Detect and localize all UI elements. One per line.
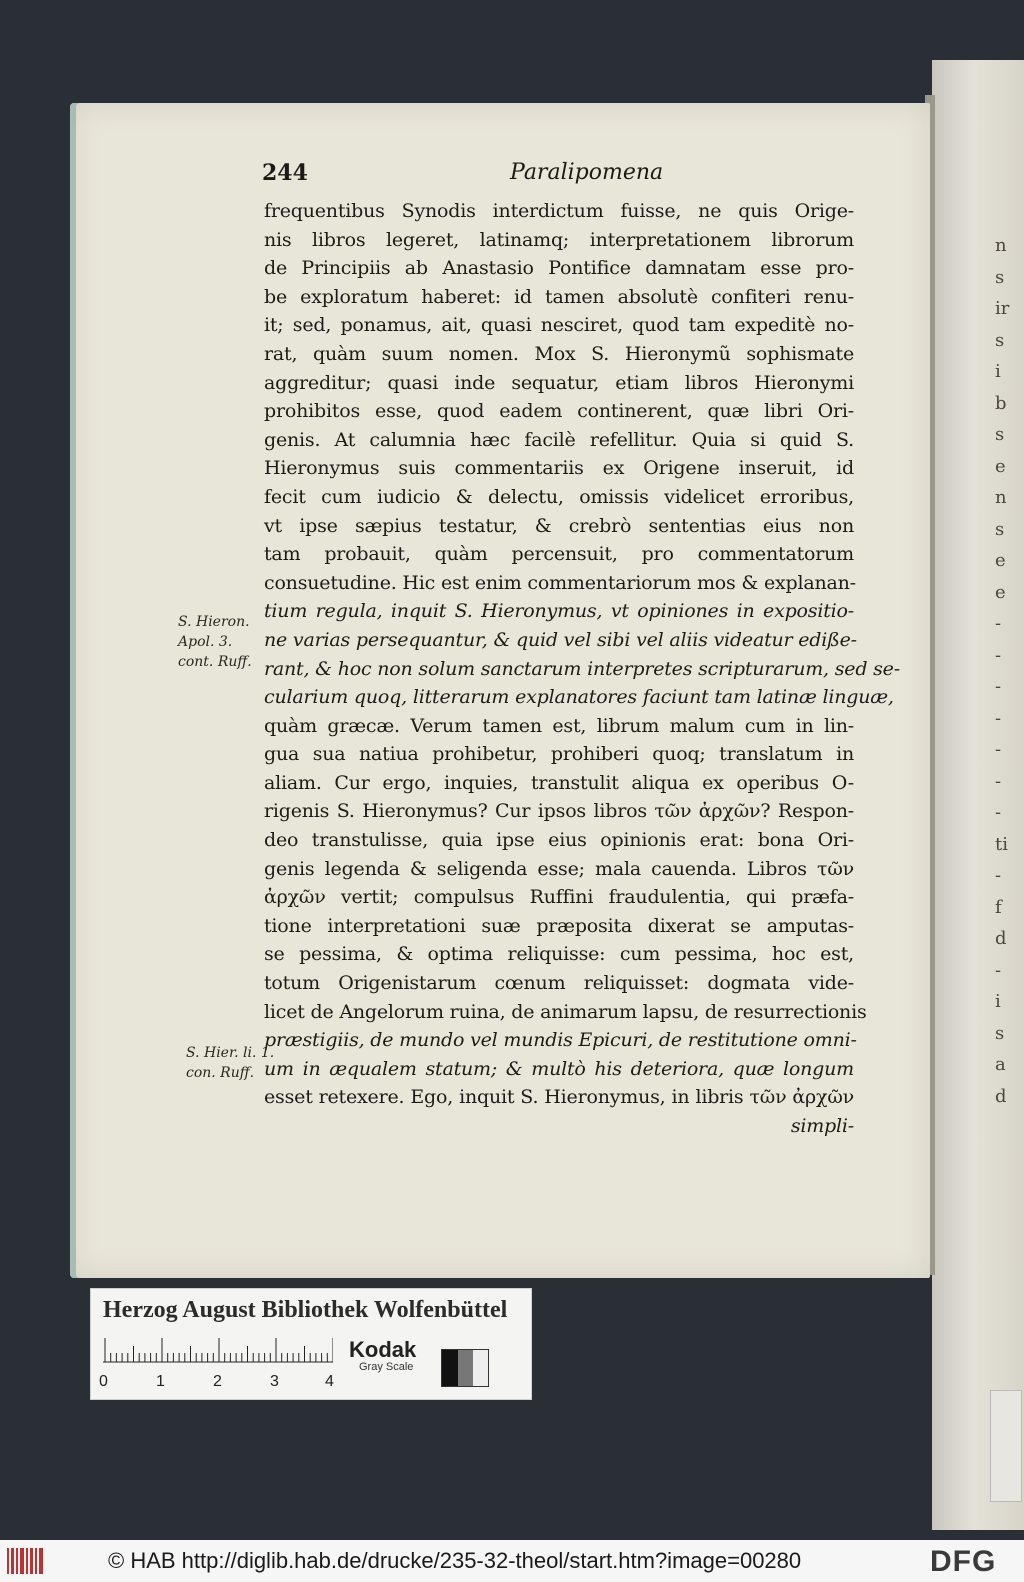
adjacent-page-letter: n <box>995 487 1007 508</box>
running-head: Paralipomena <box>510 160 664 185</box>
adjacent-page-letter: f <box>995 896 1002 918</box>
text-line: licet de Angelorum ruina, de animarum lapsu, de resurrectionis <box>264 1000 867 1023</box>
library-label <box>90 1288 532 1400</box>
page-header <box>262 160 852 190</box>
text-line: consuetudine. Hic est enim commentariorum mos & explanan- <box>264 571 856 594</box>
text-line: de Principiis ab Anastasio Pontifice damnatam esse pro- <box>264 257 854 280</box>
text-line: Hieronymus suis commentariis ex Origene inseruit, id <box>264 457 854 480</box>
adjacent-page-letter: ir <box>995 298 1010 319</box>
text-line: fecit cum iudicio & delectu, omissis videlicet erroribus, <box>264 485 854 508</box>
adjacent-page-letter: - <box>995 770 1002 792</box>
text-line: se pessima, & optima reliquisse: cum pessima, hoc est, <box>264 943 854 966</box>
page-body <box>264 197 900 1141</box>
adjacent-page-letter: - <box>995 676 1002 697</box>
adjacent-page-letter: s <box>995 329 1005 351</box>
adjacent-page-letter: a <box>995 1054 1006 1075</box>
text-line: simpli- <box>790 1115 854 1137</box>
margin-note-2: S. Hier. li. 1. con. Ruff. <box>186 1045 275 1081</box>
text-line: it; sed, ponamus, ait, quasi nesciret, quod tam expeditè no- <box>264 314 854 337</box>
ruler-digit: 0 <box>99 1373 108 1390</box>
margin-note-1: S. Hieron. Apol. 3. cont. Ruff. <box>178 614 252 670</box>
adjacent-tag <box>990 1390 1022 1502</box>
adjacent-page-letter: d <box>995 1085 1007 1107</box>
adjacent-page-letter: s <box>995 266 1005 288</box>
adjacent-page-letter: e <box>995 581 1006 603</box>
adjacent-page-letter: i <box>995 991 1001 1012</box>
text-line: totum Origenistarum cœnum reliquisset: dogmata vide- <box>264 972 854 995</box>
ruler-digit: 2 <box>213 1373 222 1390</box>
adjacent-page-letter: - <box>995 613 1002 634</box>
adjacent-page-letter: b <box>995 392 1007 414</box>
text-line: be exploratum haberet: id tamen absolutè confiteri renu- <box>264 285 854 308</box>
gray-scale-icon <box>441 1349 489 1387</box>
text-line: rant, & hoc non solum sanctarum interpretes scripturarum, sed se- <box>264 657 900 680</box>
scale-ruler-icon <box>103 1337 333 1363</box>
ruler-digit: 3 <box>270 1373 279 1390</box>
adjacent-page-letter: - <box>995 644 1002 666</box>
text-line: tione interpretationi suæ præposita dixerat se amputas- <box>264 914 854 937</box>
text-line: esset retexere. Ego, inquit S. Hieronymus, in libris τῶν ἀρχῶν <box>264 1086 854 1109</box>
text-line: aggreditur; quasi inde sequatur, etiam libros Hieronymi <box>264 371 854 394</box>
page-number: 244 <box>262 160 308 186</box>
hab-barcode-icon <box>6 1546 46 1576</box>
adjacent-page-letter: - <box>995 802 1002 823</box>
text-line: vt ipse sæpius testatur, & crebrò sententias eius non <box>264 514 854 537</box>
kodak-subtitle: Gray Scale <box>359 1361 414 1373</box>
text-line: aliam. Cur ergo, inquies, transtulit aliqua ex operibus O- <box>264 771 854 794</box>
text-line: quàm græcæ. Verum tamen est, librum malum cum in lin- <box>264 714 854 737</box>
text-line: rat, quàm suum nomen. Mox S. Hieronymũ sophismate <box>264 342 854 365</box>
adjacent-page-letter: s <box>995 1022 1005 1044</box>
text-line: nis libros legeret, latinamq; interpretationem librorum <box>264 228 854 251</box>
adjacent-page-letter: - <box>995 865 1002 886</box>
text-line: prohibitos esse, quod eadem continerent, quæ libri Ori- <box>264 400 854 423</box>
text-line: genis legenda & seligenda esse; mala cauenda. Libros τῶν <box>264 857 854 880</box>
kodak-logo: Kodak <box>349 1337 417 1362</box>
adjacent-page-text <box>995 230 1024 1112</box>
text-line: frequentibus Synodis interdictum fuisse, ne quis Orige- <box>264 200 854 222</box>
adjacent-page-letter: d <box>995 928 1007 949</box>
text-line: tam probauit, quàm percensuit, pro commentatorum <box>264 543 854 566</box>
adjacent-page-letter: - <box>995 959 1002 981</box>
text-line: cularium quoq, litterarum explanatores faciunt tam latinæ linguæ, <box>264 686 894 709</box>
adjacent-page-letter: e <box>995 455 1006 477</box>
text-line: tium regula, inquit S. Hieronymus, vt opiniones in expositio- <box>264 600 854 623</box>
adjacent-page-letter: s <box>995 518 1005 540</box>
text-line: deo transtulisse, quia ipse eius opinionis erat: bona Ori- <box>264 829 854 852</box>
text-line: genis. At calumnia hæc facilè refellitur. Quia si quid S. <box>264 428 854 451</box>
text-line: ἀρχῶν vertit; compulsus Ruffini fraudulentia, qui præfa- <box>264 886 854 909</box>
ruler-digit: 4 <box>325 1373 334 1390</box>
ruler-digit: 1 <box>156 1373 165 1390</box>
text-line: um in æqualem statum; & multò his deteriora, quæ longum <box>264 1057 854 1080</box>
text-line: ne varias persequantur, & quid vel sibi vel aliis videatur ediße- <box>264 628 857 651</box>
adjacent-page-letter: e <box>995 550 1006 571</box>
text-line: gua sua natiua prohibetur, prohiberi quoq; translatum in <box>264 743 854 766</box>
adjacent-page-letter: s <box>995 424 1005 445</box>
adjacent-page-letter: - <box>995 707 1002 729</box>
dfg-logo: DFG <box>930 1545 997 1578</box>
text-line: rigenis S. Hieronymus? Cur ipsos libros τῶν ἀρχῶν? Respon- <box>264 800 854 823</box>
adjacent-page-letter: - <box>995 739 1002 760</box>
text-line: præstigiis, de mundo vel mundis Epicuri, de restitutione omni- <box>264 1029 857 1052</box>
footer-bar <box>0 1540 1024 1582</box>
footer-credit: © HAB http://diglib.hab.de/drucke/235-32-theol/start.htm?image=00280 <box>108 1548 802 1573</box>
library-name: Herzog August Bibliothek Wolfenbüttel <box>103 1297 508 1323</box>
adjacent-page-letter: ti <box>995 833 1008 855</box>
adjacent-page-letter: i <box>995 361 1001 382</box>
adjacent-page-letter: n <box>995 235 1007 256</box>
